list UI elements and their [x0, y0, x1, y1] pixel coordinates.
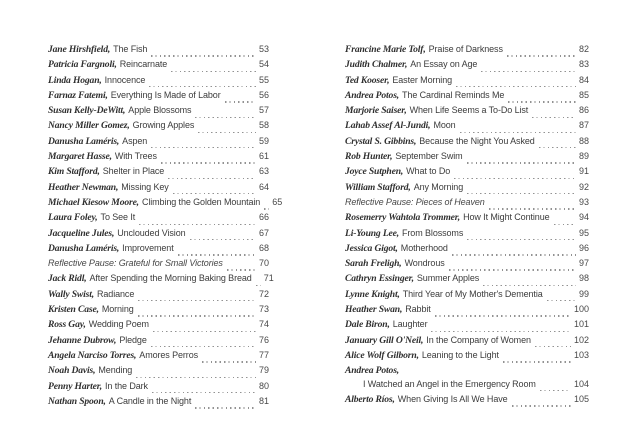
entry-page-number: 71 [263, 273, 274, 284]
dot-leader [256, 285, 261, 286]
entry-page-number: 72 [258, 288, 269, 299]
entry-author: Noah Davis, [48, 365, 96, 377]
toc-entry [345, 243, 589, 258]
dot-leader [151, 147, 256, 148]
entry-author: Jack Ridl, [48, 273, 87, 285]
entry-author: Angela Narciso Torres, [48, 349, 137, 361]
dot-leader [460, 132, 576, 133]
entry-page-number: 53 [258, 44, 269, 54]
dot-leader [449, 269, 576, 270]
dot-leader [535, 346, 571, 347]
toc-entry [48, 212, 269, 227]
toc-entry [345, 90, 589, 105]
dot-leader [456, 86, 576, 87]
entry-page-number: 83 [578, 59, 589, 70]
entry-title: When Giving Is All We Have [397, 394, 508, 405]
entry-page-number: 104 [573, 379, 589, 390]
entry-page-number: 96 [578, 242, 589, 253]
toc-entry [48, 105, 269, 120]
entry-page-number: 97 [578, 258, 589, 269]
entry-title: Aspen [122, 135, 148, 146]
dot-leader [151, 55, 256, 56]
dot-leader [173, 193, 256, 194]
toc-entry [345, 120, 589, 135]
toc-entry [48, 258, 269, 273]
entry-page-number: 54 [258, 59, 269, 70]
entry-page-number: 57 [258, 105, 269, 116]
entry-title: Laughter [392, 319, 428, 330]
entry-author: Patricia Fargnoli, [48, 59, 117, 71]
entry-author: Rosemerry Wahtola Trommer, [345, 212, 461, 224]
entry-author: Farnaz Fatemi, [48, 89, 108, 101]
entry-author: Jane Hirshfield, [48, 44, 111, 55]
entry-author: Kristen Case, [48, 304, 99, 316]
entry-title: Because the Night You Asked [419, 135, 535, 146]
entry-title: Wondrous [404, 258, 445, 269]
entry-title: Summer Apples [416, 273, 480, 284]
dot-leader [508, 101, 576, 102]
entry-title: What to Do [406, 166, 451, 177]
toc-entry [345, 166, 589, 181]
entry-author: Nathan Spoon, [48, 395, 106, 407]
entry-page-number: 87 [578, 120, 589, 131]
entry-author: Andrea Potos, [345, 365, 400, 377]
entry-title: Easter Morning [392, 74, 453, 85]
toc-entry [48, 44, 269, 59]
dot-leader [452, 254, 576, 255]
dot-leader [467, 193, 576, 194]
entry-page-number: 99 [578, 288, 589, 299]
entry-page-number: 61 [258, 151, 269, 162]
dot-leader [483, 285, 576, 286]
entry-title: A Candle in the Night [108, 395, 192, 406]
toc-entry [345, 182, 589, 197]
entry-title: The Fish [113, 44, 148, 54]
toc-entry [345, 197, 589, 212]
entry-author: Wally Swist, [48, 288, 94, 300]
toc-entry [345, 350, 589, 365]
toc-entry [345, 304, 589, 319]
entry-author: Ted Kooser, [345, 74, 390, 86]
entry-page-number: 103 [573, 349, 589, 360]
entry-page-number: 73 [258, 304, 269, 315]
entry-page-number: 55 [258, 74, 269, 85]
toc-entry [48, 228, 269, 243]
dot-leader [138, 315, 256, 316]
toc-entry [345, 273, 589, 288]
toc-entry [345, 335, 589, 350]
entry-page-number: 58 [258, 120, 269, 131]
entry-title: September Swim [395, 151, 463, 162]
toc-entry [48, 243, 269, 258]
dot-leader [532, 117, 576, 118]
entry-page-number: 101 [573, 319, 589, 330]
entry-title: Rabbit [405, 304, 431, 315]
toc-entry [48, 319, 269, 334]
dot-leader [178, 254, 256, 255]
entry-title: Improvement [122, 242, 174, 253]
entry-title: Mending [98, 365, 133, 376]
entry-page-number: 102 [573, 334, 589, 345]
entry-title: Leaning to the Light [421, 349, 499, 360]
entry-title: Innocence [104, 74, 146, 85]
dot-leader [225, 101, 256, 102]
entry-title: How It Might Continue [463, 212, 550, 223]
toc-entry [48, 90, 269, 105]
entry-author: Nancy Miller Gomez, [48, 120, 130, 132]
entry-title: After Spending the Morning Baking Bread [89, 273, 252, 284]
entry-author: Danusha Laméris, [48, 242, 120, 254]
toc-entry [345, 44, 589, 59]
entry-page-number: 86 [578, 105, 589, 116]
entry-page-number: 65 [272, 196, 283, 207]
entry-title: In the Dark [105, 380, 148, 391]
entry-title: An Essay on Age [410, 59, 478, 70]
entry-title: In the Company of Women [426, 334, 531, 345]
dot-leader [512, 405, 571, 406]
entry-title: Third Year of My Mother's Dementia [402, 288, 543, 299]
toc-entry [48, 365, 269, 380]
entry-author: January Gill O'Neil, [345, 334, 424, 346]
entry-page-number: 70 [258, 258, 269, 269]
dot-leader [153, 331, 256, 332]
toc-entry [345, 289, 589, 304]
entry-page-number: 94 [578, 212, 589, 223]
entry-page-number: 56 [258, 89, 269, 100]
toc-entry [48, 59, 269, 74]
toc-entry [48, 136, 269, 151]
entry-reflective-label: Reflective Pause: Grateful for Small Victories [48, 258, 223, 269]
toc-entry [48, 120, 269, 135]
entry-author-line [345, 365, 589, 379]
entry-author: Kim Stafford, [48, 166, 100, 178]
entry-page-number: 74 [258, 319, 269, 330]
entry-author: Li-Young Lee, [345, 227, 400, 239]
entry-title: Any Morning [413, 181, 464, 192]
dot-leader [136, 377, 256, 378]
entry-author: Heather Swan, [345, 304, 403, 316]
entry-page-number: 98 [578, 273, 589, 284]
dot-leader [503, 361, 571, 362]
toc-entry [48, 396, 269, 411]
entry-title: The Cardinal Reminds Me [402, 89, 505, 100]
entry-author: Laura Foley, [48, 212, 98, 224]
entry-author: William Stafford, [345, 181, 411, 193]
dot-leader [467, 239, 576, 240]
dot-leader [435, 315, 571, 316]
entry-page-number: 82 [578, 44, 589, 54]
toc-entry [48, 75, 269, 90]
toc-entry [345, 319, 589, 334]
entry-author: Alice Wolf Gilborn, [345, 349, 419, 361]
entry-title: To See It [100, 212, 136, 223]
toc-entry [48, 381, 269, 396]
dot-leader [195, 117, 256, 118]
entry-author: Penny Harter, [48, 380, 103, 392]
entry-page-number: 77 [258, 349, 269, 360]
entry-title: Missing Key [121, 181, 169, 192]
entry-author: Crystal S. Gibbins, [345, 135, 417, 147]
entry-page-number: 91 [578, 166, 589, 177]
entry-author: Jessica Gigot, [345, 242, 398, 254]
dot-leader [138, 300, 256, 301]
toc-entry [48, 350, 269, 365]
dot-leader [227, 269, 256, 270]
entry-author: Sarah Freligh, [345, 258, 402, 270]
entry-page-number: 81 [258, 395, 269, 406]
toc-entry [345, 258, 589, 273]
entry-author: Heather Newman, [48, 181, 119, 193]
entry-page-number: 89 [578, 151, 589, 162]
entry-page-number: 88 [578, 135, 589, 146]
entry-page-number: 79 [258, 365, 269, 376]
entry-author: Marjorie Saiser, [345, 105, 407, 117]
entry-author: Dale Biron, [345, 319, 390, 331]
toc-entry [48, 273, 274, 288]
entry-page-number: 76 [258, 334, 269, 345]
entry-title: Praise of Darkness [428, 44, 503, 54]
dot-leader [489, 208, 576, 209]
dot-leader [454, 178, 576, 179]
entry-page-number: 105 [573, 394, 589, 405]
dot-leader [152, 392, 256, 393]
entry-title: Climbing the Golden Mountain [141, 196, 261, 207]
toc-entry [48, 304, 269, 319]
entry-page-number: 93 [578, 196, 589, 207]
entry-page-number: 67 [258, 227, 269, 238]
entry-page-number: 84 [578, 74, 589, 85]
toc-entry [345, 365, 589, 394]
entry-author: Lahab Assef Al-Jundi, [345, 120, 431, 132]
entry-title: Amores Perros [139, 349, 199, 360]
entry-author: Lynne Knight, [345, 288, 400, 300]
dot-leader [151, 346, 256, 347]
entry-author: Margaret Hasse, [48, 151, 112, 163]
toc-entry [345, 105, 589, 120]
dot-leader [467, 162, 576, 163]
dot-leader [149, 86, 256, 87]
dot-leader [547, 300, 576, 301]
entry-author: Jehanne Dubrow, [48, 334, 117, 346]
toc-entry [48, 196, 283, 212]
toc-entry [345, 136, 589, 151]
dot-leader [264, 208, 269, 209]
entry-title: I Watched an Angel in the Emergency Room [363, 379, 536, 390]
entry-author: Jacqueline Jules, [48, 227, 115, 239]
entry-page-number: 80 [258, 380, 269, 391]
toc-entry [345, 151, 589, 166]
toc-entry [48, 166, 269, 181]
toc-left-page [48, 44, 283, 411]
dot-leader [168, 178, 256, 179]
entry-title-line [345, 379, 589, 394]
entry-title: Everything Is Made of Labor [110, 89, 221, 100]
entry-page-number: 66 [258, 212, 269, 223]
entry-title: Radiance [97, 288, 135, 299]
entry-author: Rob Hunter, [345, 151, 393, 163]
entry-title: Wedding Poem [88, 319, 149, 330]
entry-title: Morning [101, 304, 134, 315]
entry-author: Alberto Ríos, [345, 394, 395, 406]
toc-entry [48, 335, 269, 350]
entry-author: Danusha Laméris, [48, 135, 120, 147]
entry-author: Judith Chalmer, [345, 59, 408, 71]
entry-title: With Trees [114, 151, 157, 162]
entry-title: Growing Apples [132, 120, 195, 131]
entry-page-number: 85 [578, 89, 589, 100]
entry-title: When Life Seems a To-Do List [409, 105, 529, 116]
entry-title: Shelter in Place [102, 166, 165, 177]
entry-page-number: 63 [258, 166, 269, 177]
dot-leader [195, 407, 256, 408]
entry-author: Joyce Sutphen, [345, 166, 404, 178]
dot-leader [202, 361, 256, 362]
dot-leader [431, 331, 571, 332]
toc-entry [48, 182, 269, 197]
dot-leader [481, 71, 576, 72]
entry-author: Cathryn Essinger, [345, 273, 414, 285]
toc-entry [345, 212, 589, 227]
entry-author: Francine Marie Tolf, [345, 44, 426, 55]
toc-entry [345, 59, 589, 74]
dot-leader [139, 224, 256, 225]
entry-title: Moon [433, 120, 456, 131]
dot-leader [190, 239, 256, 240]
dot-leader [540, 390, 571, 391]
entry-page-number: 64 [258, 181, 269, 192]
entry-page-number: 95 [578, 227, 589, 238]
entry-page-number: 92 [578, 181, 589, 192]
toc-entry [48, 151, 269, 166]
entry-reflective-label: Reflective Pause: Pieces of Heaven [345, 196, 485, 207]
entry-title: Unclouded Vision [117, 227, 186, 238]
toc-entry [48, 289, 269, 304]
entry-title: From Blossoms [402, 227, 464, 238]
entry-author: Susan Kelly-DeWitt, [48, 105, 126, 117]
entry-page-number: 59 [258, 135, 269, 146]
toc-right-page [345, 44, 589, 409]
entry-author: Ross Gay, [48, 319, 86, 331]
toc-entry [345, 75, 589, 90]
entry-page-number: 68 [258, 242, 269, 253]
entry-title: Reincarnate [119, 59, 168, 70]
entry-author: Andrea Potos, [345, 89, 400, 101]
entry-page-number: 100 [573, 304, 589, 315]
dot-leader [198, 132, 256, 133]
dot-leader [554, 224, 576, 225]
entry-title: Pledge [119, 334, 147, 345]
dot-leader [539, 147, 576, 148]
entry-author: Michael Kiesow Moore, [48, 196, 139, 208]
entry-title: Motherhood [400, 242, 448, 253]
toc-entry [345, 228, 589, 243]
toc-entry [345, 394, 589, 409]
entry-author: Linda Hogan, [48, 74, 102, 86]
dot-leader [161, 162, 256, 163]
dot-leader [171, 71, 256, 72]
entry-title: Apple Blossoms [128, 105, 192, 116]
dot-leader [507, 55, 576, 56]
